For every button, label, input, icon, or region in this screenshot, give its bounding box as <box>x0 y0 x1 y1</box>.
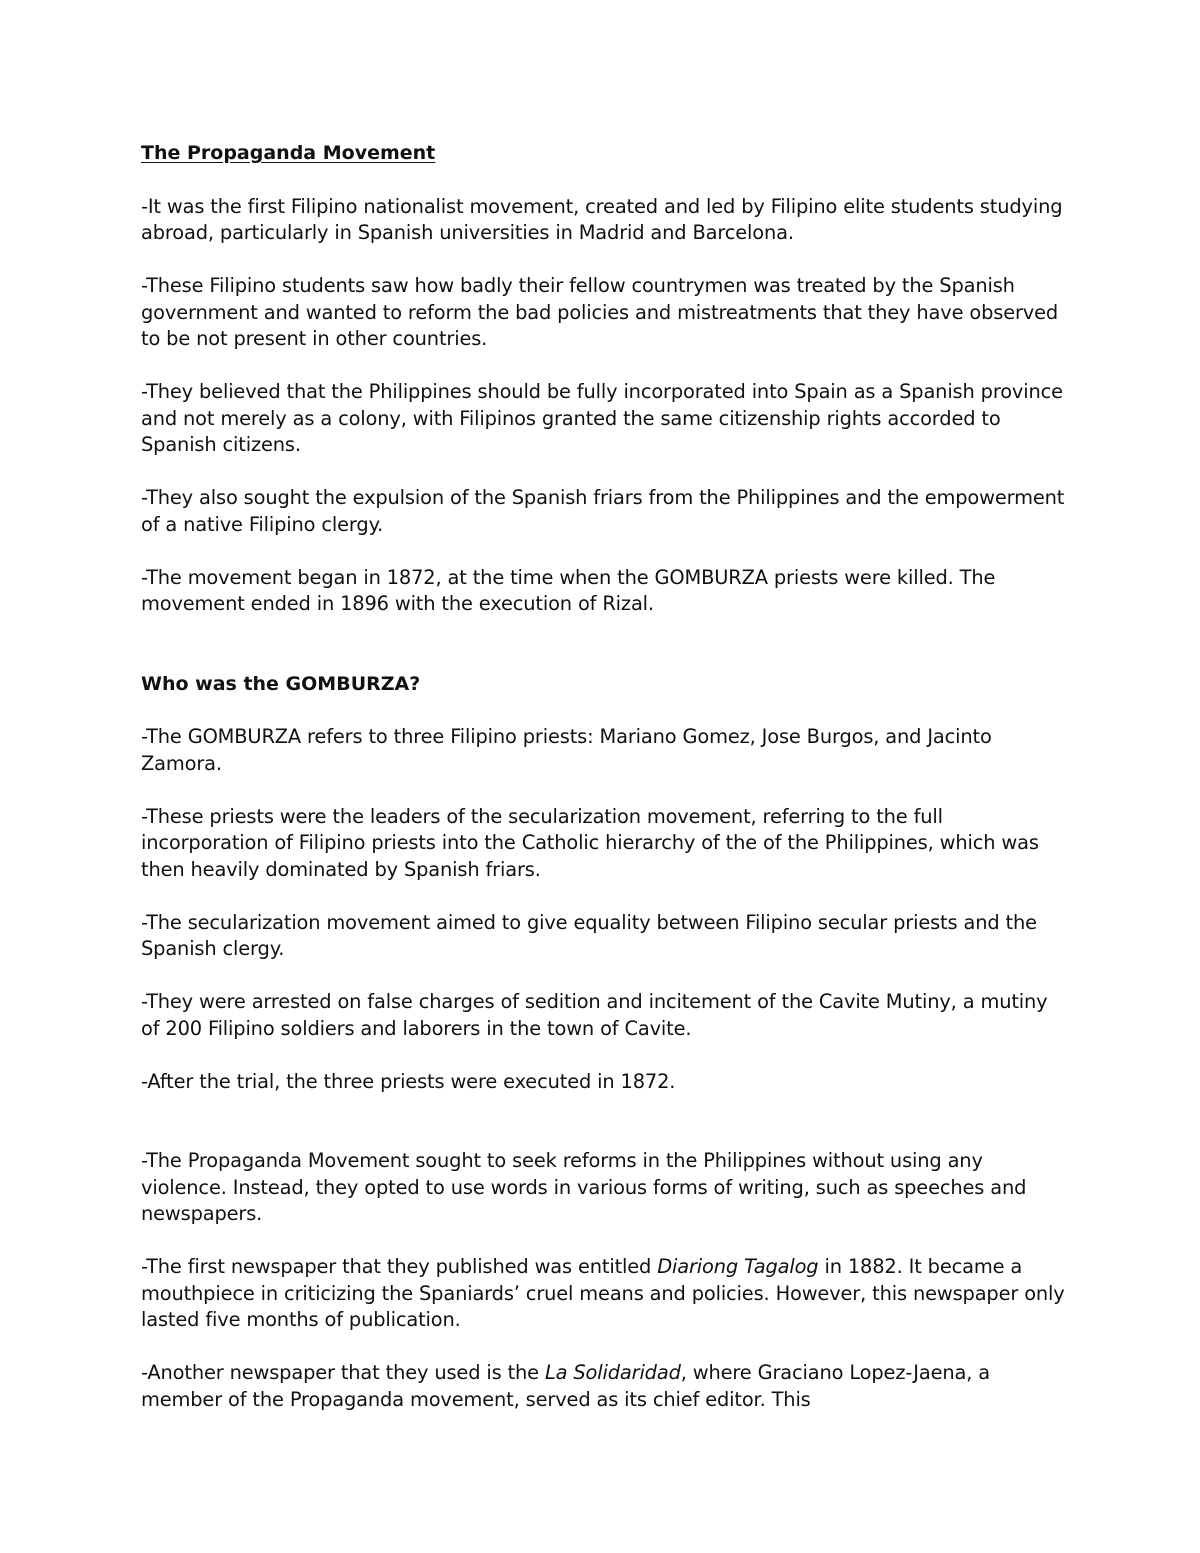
paragraph <box>141 1254 1071 1334</box>
spacer <box>141 698 1071 725</box>
spacer <box>141 247 1071 274</box>
section-title-propaganda-movement: The Propaganda Movement <box>141 142 436 164</box>
spacer <box>141 353 1071 380</box>
paragraph: -The movement began in 1872, at the time when the GOMBURZA priests were killed. The movement ended in 1896 with the execution of Rizal. <box>141 565 996 615</box>
text-run: -Another newspaper that they used is the <box>141 1361 545 1384</box>
spacer <box>141 167 1071 194</box>
paragraph: -These Filipino students saw how badly their fellow countrymen was treated by the Spanish government and wanted to reform the bad policies and mistreatments that they have observed to be not present in other countries. <box>141 274 1059 350</box>
spacer <box>141 1042 1071 1069</box>
paragraph: -They were arrested on false charges of sedition and incitement of the Cavite Mutiny, a mutiny of 200 Filipino soldiers and laborers in the town of Cavite. <box>141 990 1048 1040</box>
spacer <box>141 777 1071 804</box>
spacer <box>141 1095 1071 1148</box>
text-run: , where Graciano Lopez-Jaena, a member of the Propaganda movement, served as its chief editor. This <box>141 1361 990 1411</box>
paragraph <box>141 1360 1071 1413</box>
paragraph: -These priests were the leaders of the secularization movement, referring to the full incorporation of Filipino priests into the Catholic hierarchy of the of the Philippines, which was then heavily dominated by Spanish friars. <box>141 804 1039 881</box>
spacer <box>141 1334 1071 1361</box>
paragraph: -It was the first Filipino nationalist movement, created and led by Filipino elite students studying abroad, particularly in Spanish universities in Madrid and Barcelona. <box>141 194 1063 244</box>
newspaper-title: Diariong Tagalog <box>657 1255 819 1278</box>
paragraph: -The secularization movement aimed to give equality between Filipino secular priests and the Spanish clergy. <box>141 910 1037 960</box>
paragraph: -They believed that the Philippines should be fully incorporated into Spain as a Spanish province and not merely as a colony, with Filipinos granted the same citizenship rights accorded to Spanish citizens. <box>141 380 1063 456</box>
spacer <box>141 538 1071 565</box>
spacer <box>141 459 1071 486</box>
document-page <box>141 140 1071 1413</box>
spacer <box>141 883 1071 910</box>
paragraph: -The GOMBURZA refers to three Filipino priests: Mariano Gomez, Jose Burgos, and Jacinto Zamora. <box>141 725 992 775</box>
text-run: -The first newspaper that they published was entitled <box>141 1255 658 1278</box>
spacer <box>141 963 1071 990</box>
section-title-gomburza: Who was the GOMBURZA? <box>141 672 421 695</box>
paragraph: -After the trial, the three priests were executed in 1872. <box>141 1069 676 1093</box>
text-run: in 1882. It became a mouthpiece in criticizing the Spaniards’ cruel means and policies. However, this newspaper only lasted five months of publication. <box>141 1255 1065 1331</box>
paragraph: -The Propaganda Movement sought to seek reforms in the Philippines without using any violence. Instead, they opted to use words in various forms of writing, such as speeches and newspapers. <box>141 1149 1027 1225</box>
newspaper-title: La Solidaridad <box>544 1361 681 1384</box>
spacer <box>141 618 1071 671</box>
paragraph: -They also sought the expulsion of the Spanish friars from the Philippines and the empowerment of a native Filipino clergy. <box>141 486 1065 536</box>
spacer <box>141 1228 1071 1255</box>
